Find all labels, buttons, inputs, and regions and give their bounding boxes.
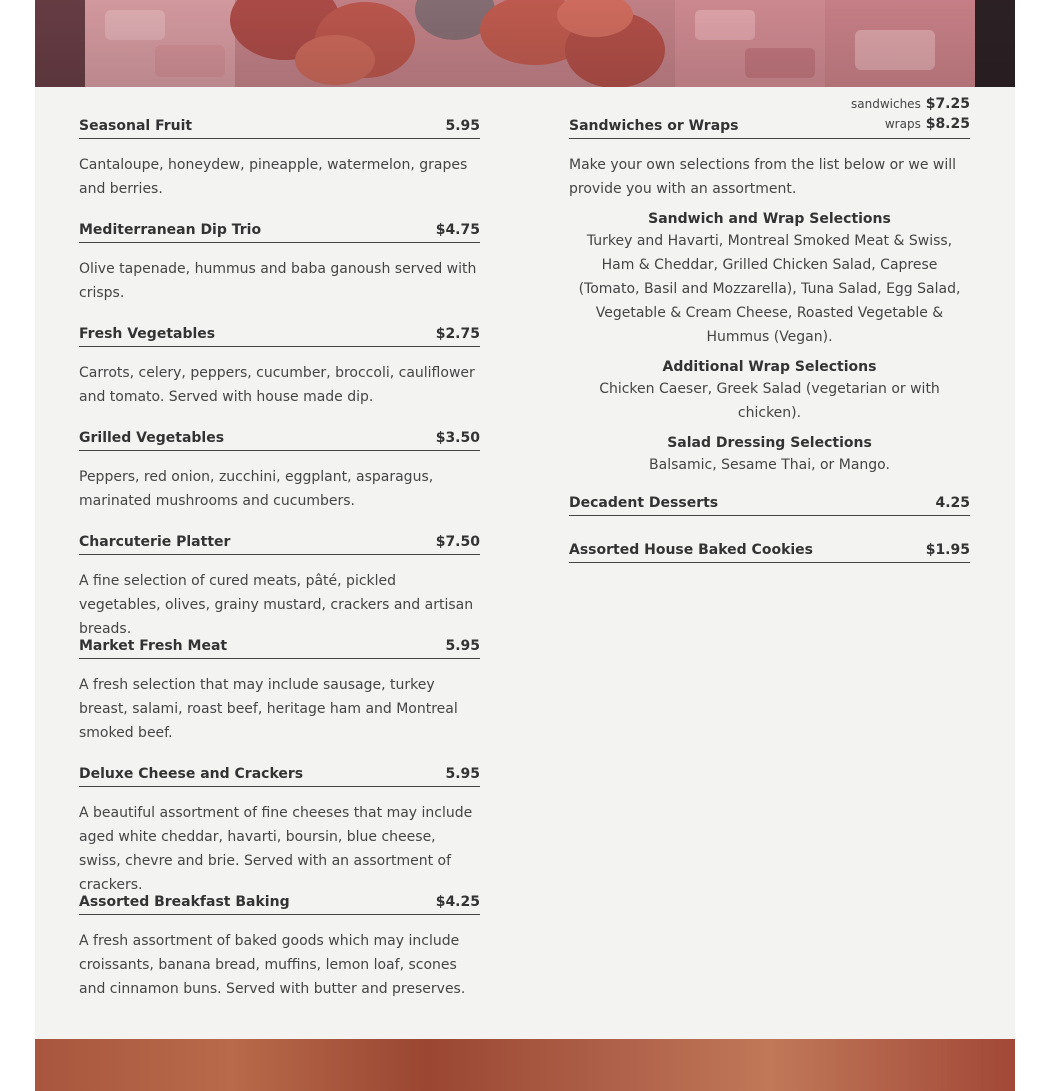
menu-item-name: Deluxe Cheese and Crackers [79,766,304,782]
wraps-price-label: wraps [884,117,921,131]
menu-item [79,534,480,641]
menu-item-name: Mediterranean Dip Trio [79,222,262,238]
dressing-selections-text: Balsamic, Sesame Thai, or Mango. [649,457,890,473]
menu-item-description: A fresh selection that may include sausage, turkey breast, salami, roast beef, heritage ham and Montreal smoked beef. [79,677,458,741]
menu-item-name: Decadent Desserts [569,495,719,511]
menu-item-description: Cantaloupe, honeydew, pineapple, watermelon, grapes and berries. [79,157,468,197]
menu-item-name: Sandwiches or Wraps [569,118,739,134]
footer-image-band [35,1039,1015,1091]
hero-image [35,0,1015,87]
menu-item-name: Grilled Vegetables [79,430,225,446]
menu-item-name: Charcuterie Platter [79,534,231,550]
menu-item-price: 4.25 [935,495,970,511]
menu-item [79,326,480,409]
menu-item-header [79,326,480,347]
sandwiches-price-line [851,96,970,112]
menu-item [79,894,480,1001]
menu-item-description: A fine selection of cured meats, pâté, pickled vegetables, olives, grainy mustard, crackers and artisan breads. [79,573,474,637]
wraps-price-line [885,116,970,132]
sandwiches-section [569,94,970,477]
menu-item-name: Seasonal Fruit [79,118,193,134]
menu-item [569,495,970,516]
menu-item-price: $7.50 [435,534,480,550]
menu-item-header [569,495,970,516]
sandwich-selections-text: Turkey and Havarti, Montreal Smoked Meat & Swiss, Ham & Cheddar, Grilled Chicken Salad, Caprese (Tomato, Basil and Mozzarella), Tuna Salad, Egg Salad, Vegetable & Cream Cheese, Roasted Vegetable & Hummus (Vegan). [578,233,961,345]
wrap-selections-heading: Additional Wrap Selections [662,359,877,375]
meat-platter-photo [35,0,1015,87]
menu-item-header [79,766,480,787]
menu-item-price: $2.75 [435,326,480,342]
menu-item-description: Carrots, celery, peppers, cucumber, broccoli, cauliflower and tomato. Served with house made dip. [79,365,475,405]
menu-item [79,638,480,745]
menu-item-header [79,638,480,659]
menu-item [79,222,480,305]
menu-item-header [569,542,970,563]
wraps-price: $8.25 [925,116,970,132]
menu-item-price: 5.95 [445,118,480,134]
menu-item-name: Assorted House Baked Cookies [569,542,814,558]
menu-item-header [79,430,480,451]
menu-item-price: $4.75 [435,222,480,238]
menu-item-price: 5.95 [445,638,480,654]
menu-item-header [569,94,970,139]
menu-item-description: A beautiful assortment of fine cheeses that may include aged white cheddar, havarti, boursin, blue cheese, swiss, chevre and brie. Served with an assortment of crackers. [79,805,473,893]
menu-item-description: A fresh assortment of baked goods which may include croissants, banana bread, muffins, lemon loaf, scones and cinnamon buns. Served with butter and preserves. [79,933,466,997]
sandwiches-price-label: sandwiches [851,97,921,111]
menu-item-price: $1.95 [925,542,970,558]
dressing-selections-heading: Salad Dressing Selections [667,435,872,451]
menu-item [79,118,480,201]
page-panel [35,0,1015,1091]
menu-item-name: Market Fresh Meat [79,638,228,654]
sandwich-selections-heading: Sandwich and Wrap Selections [648,211,891,227]
menu-item-price: $4.25 [435,894,480,910]
wrap-selections-text: Chicken Caeser, Greek Salad (vegetarian or with chicken). [599,381,940,421]
sandwiches-price: $7.25 [925,96,970,112]
menu-item-name: Assorted Breakfast Baking [79,894,290,910]
menu-item [569,542,970,563]
price-stack [851,94,970,134]
menu-item [79,430,480,513]
menu-item-description: Olive tapenade, hummus and baba ganoush served with crisps. [79,261,477,301]
menu-item-header [79,118,480,139]
menu-item-name: Fresh Vegetables [79,326,216,342]
menu-item-header [79,894,480,915]
menu-item-header [79,222,480,243]
menu-item-price: $3.50 [435,430,480,446]
menu-item-header [79,534,480,555]
sandwiches-intro: Make your own selections from the list below or we will provide you with an assortment. [569,157,956,197]
menu-content [35,87,1015,1039]
menu-item-description: Peppers, red onion, zucchini, eggplant, asparagus, marinated mushrooms and cucumbers. [79,469,434,509]
menu-item [79,766,480,897]
menu-item-price: 5.95 [445,766,480,782]
